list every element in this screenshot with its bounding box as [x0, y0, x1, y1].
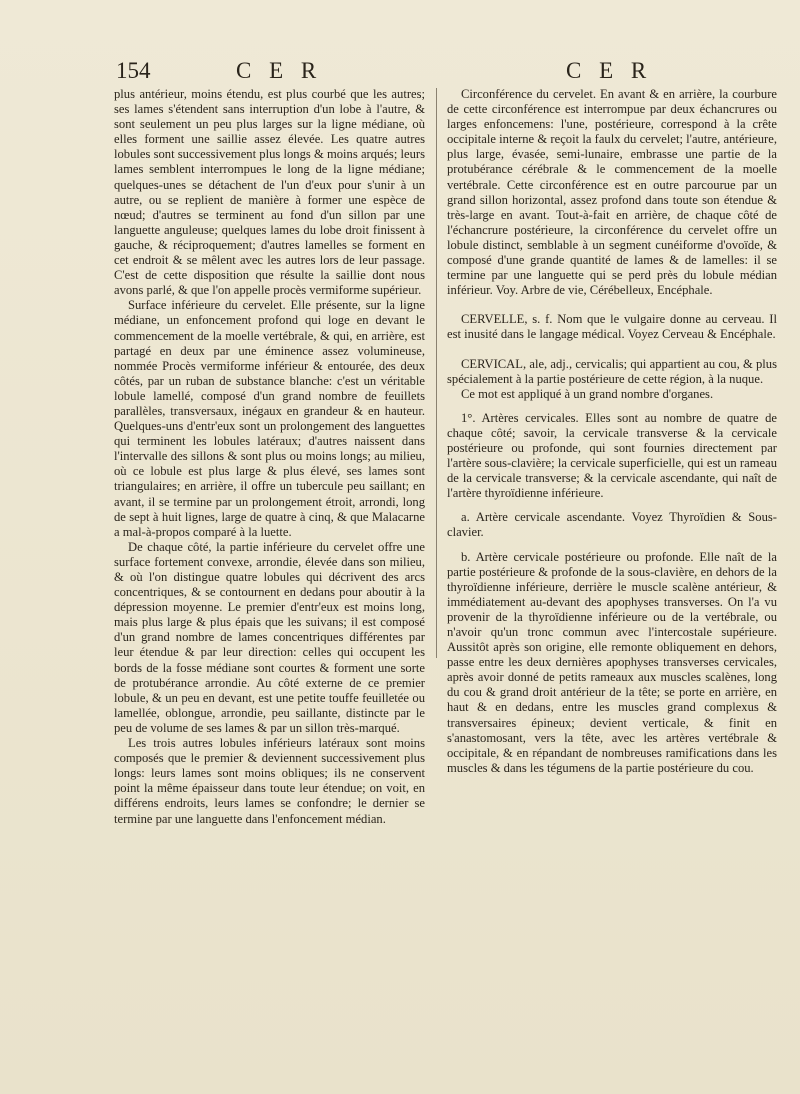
- left-column-heading: C E R: [236, 58, 323, 83]
- running-head: [0, 54, 800, 84]
- paragraph: De chaque côté, la partie inférieure du cervelet offre une surface fortement convexe, arrondie, élevée dans son milieu, & où l'on distingue quatre lobules qui décrivent des arcs concentriques, & se contournent en dedans pour aboutir à la dépression moyenne. Le premier d'entr'eux est moins long, mais plus large & plus épais que les suivans; il est composé d'un grand nombre de lames concentriques différentes par leur étendue & par leur direction: celles qui occupent les bords de la fosse médiane sont courtes & forment une sorte de protubérance arrondie. Au côté externe de ce premier lobule, & un peu en devant, est une petite touffe feuilletée ou lamellée, oblongue, arrondie, peu saillante, distincte par le peu de volume de ses lames & par un sillon très-marqué.: [114, 539, 425, 735]
- right-column: [447, 87, 777, 776]
- paragraph-artere-ascendante: a. Artère cervicale ascendante. Voyez Thyroïdien & Sous-clavier.: [447, 510, 777, 540]
- paragraph-artere-profonde: b. Artère cervicale postérieure ou profonde. Elle naît de la partie postérieure & profonde de la sous-clavière, en dehors de la thyroïdienne inférieure, derrière le muscle scalène antérieur, & immédiatement au-devant des apophyses transverses. On l'a vu provenir de la thyroïdienne inférieure ou de la vertébrale, ou n'avoir qu'un tronc commun avec l'intercostale supérieure. Aussitôt après son origine, elle remonte obliquement en dehors, passe entre les deux dernières apophyses transverses cervicales, après avoir donné de petits rameaux aux muscles scalènes, long du cou & grand droit antérieur de la tête; se porte en arrière, en haut & en dedans, entre les muscles grand complexus & transversaires épineux; devient verticale, & finit en s'anastomosant, vers la tête, avec les artères vertébrale & occipitale, & en répandant de nombreuses ramifications dans les muscles & dans les tégumens de la partie postérieure du cou.: [447, 549, 777, 775]
- page-number: 154: [116, 58, 151, 83]
- right-column-heading: C E R: [566, 58, 653, 83]
- paragraph: plus antérieur, moins étendu, est plus courbé que les autres; ses lames s'étendent sans interruption d'un lobe à l'autre, & sont seulement un peu plus larges sur la ligne médiane, où elles forment une saillie assez élevée. Les quatre autres lobules sont successivement plus longs & moins arqués; leurs lames semblent interrompues le long de la ligne médiane; quelques-unes se détachent de l'un d'eux pour s'unir à un autre, ou se replient de manière à former une espèce de nœud; d'autres se terminent au fond d'un sillon par une languette anguleuse; quelques lames du lobe droit finissent à gauche, & réciproquement; d'autres lamelles se forment en cet endroit & se mêlent avec les autres lors de leur passage. C'est de cette disposition que résulte la saillie dont nous avons parlé, & que l'on appelle procès vermiforme supérieur.: [114, 87, 425, 298]
- left-column: [114, 87, 425, 827]
- entry-cervical: CERVICAL, ale, adj., cervicalis; qui appartient au cou, & plus spécialement à la partie postérieure de cette région, à la nuque.: [447, 356, 777, 386]
- paragraph: Les trois autres lobules inférieurs latéraux sont moins composés que le premier & deviennent successivement plus longs: leurs lames sont moins obliques; ils ne conservent point la même épaisseur dans toute leur étendue; on voit, en différens endroits, leurs lames se confondre; le dernier se termine par une languette dans l'enfoncement médian.: [114, 736, 425, 826]
- paragraph-surface-inferieure: Surface inférieure du cervelet. Elle présente, sur la ligne médiane, un enfoncement profond qui loge en devant le commencement de la moelle vertébrale, & qui, en arrière, est partagé en deux par une éminence assez volumineuse, nommée Procès vermiforme inférieur & entourée, des deux côtés, par un ruban de substance blanche: c'est un véritable lobule lamellé, composé d'un grand nombre de feuillets parallèles, transversaux, inégaux en grandeur & en hauteur. Quelques-uns d'entr'eux sont un prolongement des languettes qui terminent les lobules latéraux; d'autres naissent dans l'intervalle des sillons & sont plus ou moins longs; au milieu, où ce lobule est plus large & plus élevé, ses lames sont triangulaires; en arrière, il offre un tubercule peu saillant; en avant, il se termine par un prolongement étroit, arrondi, long de sept à huit lignes, large de quatre à cinq, & que Malacarne a mal-à-propos comparé à la luette.: [114, 298, 425, 539]
- paragraph: Ce mot est appliqué à un grand nombre d'organes.: [461, 386, 714, 401]
- entry-cervelle: CERVELLE, s. f. Nom que le vulgaire donne au cerveau. Il est inusité dans le langage médical. Voyez Cerveau & Encéphale.: [447, 312, 777, 342]
- paragraph-circonference: Circonférence du cervelet. En avant & en arrière, la courbure de cette circonférence est interrompue par deux échancrures ou larges enfoncemens: l'une, postérieure, correspond à la crête occipitale interne & reçoit la faulx du cervelet; l'autre, antérieure, plus large, évasée, semi-lunaire, embrasse une partie de la protubérance cérébrale & le commencement de la moelle vertébrale. Cette circonférence est en outre parcourue par un grand sillon horizontal, assez profond dans toute son étendue & très-large en avant. Tout-à-fait en arrière, de chaque côté de l'échancrure postérieure, la circonférence du cervelet offre un lobule distinct, semblable à un segment cunéiforme d'ovoïde, & composé d'une grande quantité de lames & de lamelles: il se termine par une languette qui se perd près du lobule médian inférieur. Voy. Arbre de vie, Cérébelleux, Encéphale.: [447, 87, 777, 298]
- paragraph-arteres-cervicales: 1°. Artères cervicales. Elles sont au nombre de quatre de chaque côté; savoir, la cervicale transverse & la cervicale postérieure ou profonde, qui sont fournies directement par l'artère sous-clavière; la cervicale superficielle, qui est un rameau de la cervicale transverse; & la cervicale ascendante, qui naît de l'artère thyroïdienne inférieure.: [447, 410, 777, 501]
- column-divider: [436, 88, 437, 658]
